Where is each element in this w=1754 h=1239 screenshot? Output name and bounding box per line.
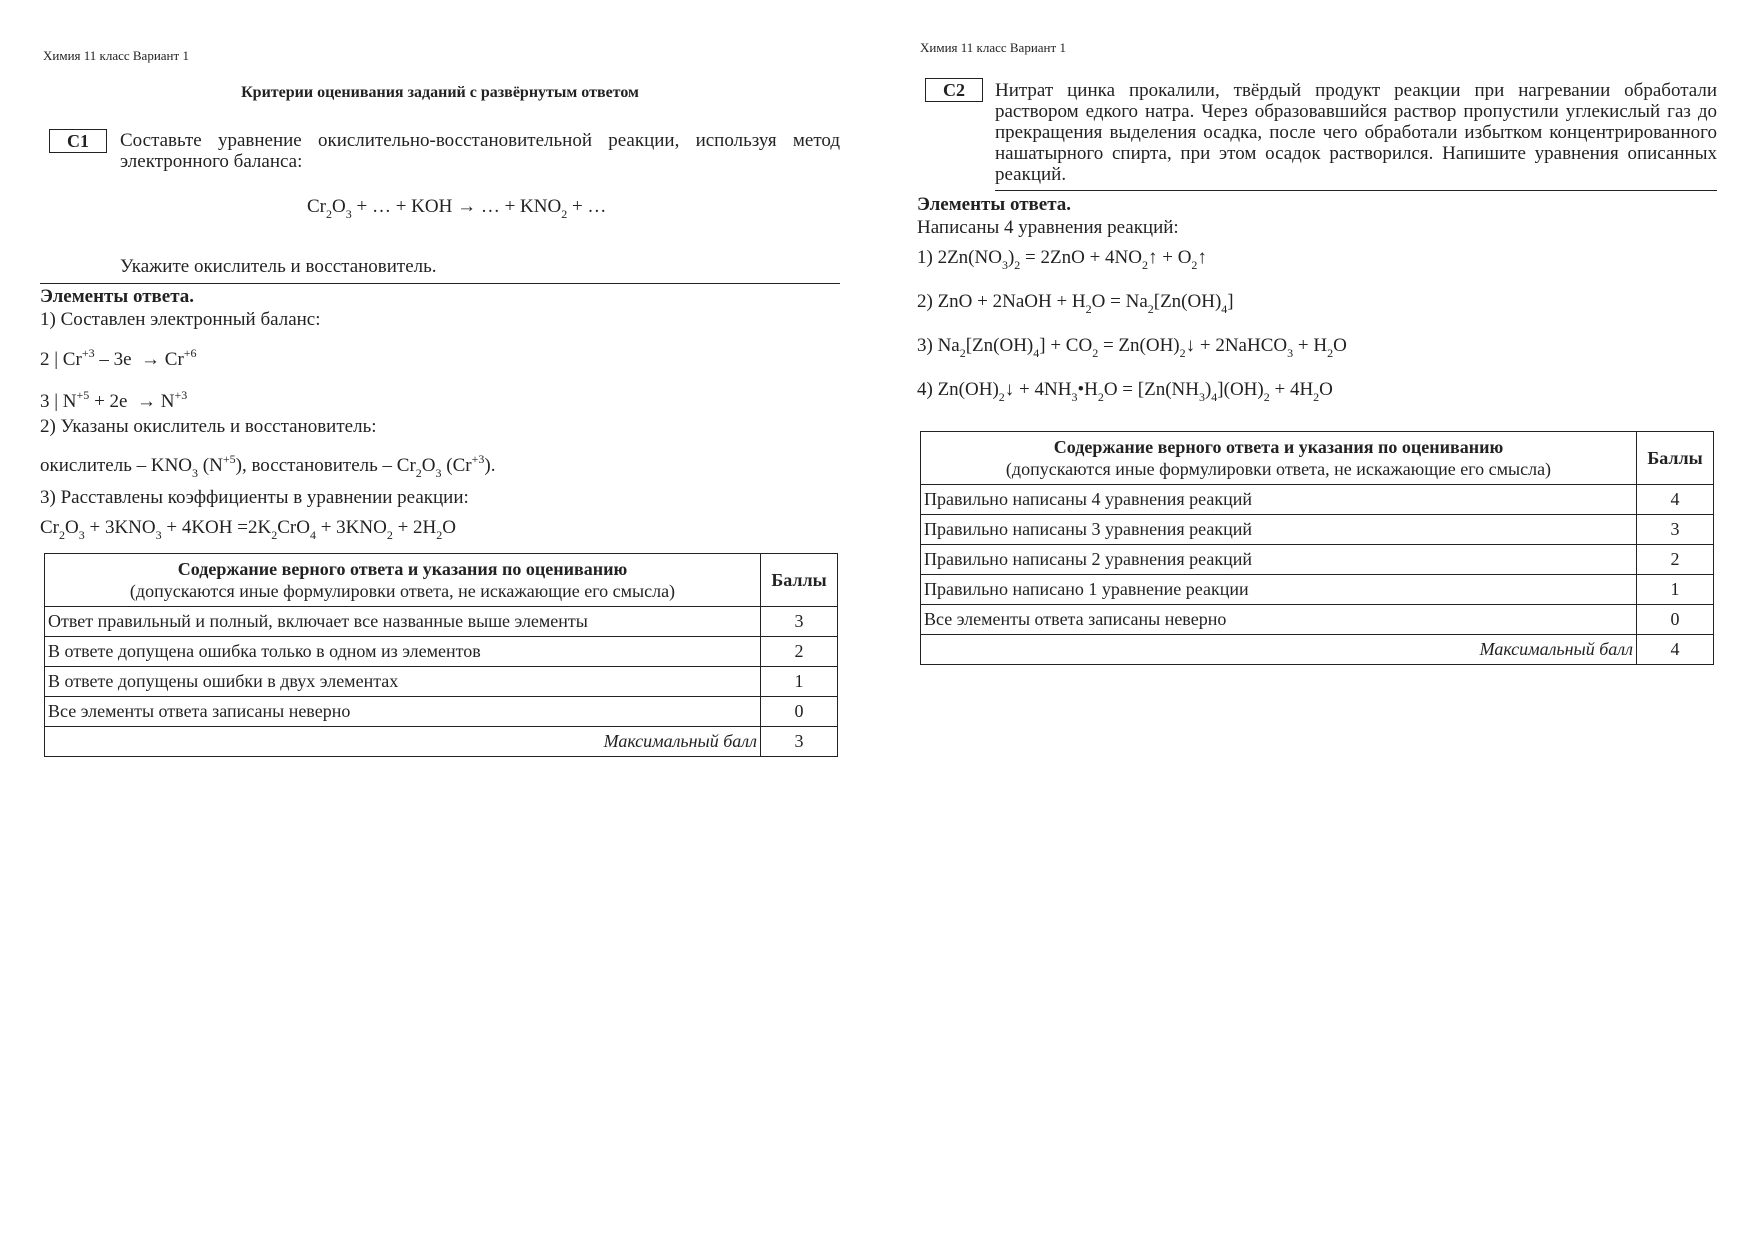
content-header: Содержание верного ответа и указания по оцениванию (допускаются иные формулировки ответа, не искажающие его смысла) bbox=[45, 554, 761, 607]
row-text: Все элементы ответа записаны неверно bbox=[921, 605, 1637, 635]
row-score: 0 bbox=[761, 697, 838, 727]
table-row bbox=[921, 575, 1714, 605]
ox-red-line: окислитель – $KNO_3$ $(N^{+5})$, восстановитель – $Cr_2O_3$ $(Cr^{+3})$. bbox=[40, 452, 496, 480]
elements-heading: Элементы ответа. bbox=[40, 286, 195, 307]
row-text: Все элементы ответа записаны неверно bbox=[45, 697, 761, 727]
row-text: Правильно написаны 4 уравнения реакций bbox=[921, 485, 1637, 515]
intro-line: Написаны 4 уравнения реакций: bbox=[917, 217, 1179, 238]
step-2: 2) Указаны окислитель и восстановитель: bbox=[40, 416, 377, 437]
row-score: 0 bbox=[1637, 605, 1714, 635]
row-score: 2 bbox=[1637, 545, 1714, 575]
row-score: 4 bbox=[1637, 485, 1714, 515]
score-header: Баллы bbox=[761, 554, 838, 607]
table-header-row bbox=[45, 554, 838, 607]
table-row bbox=[921, 545, 1714, 575]
task-text: Нитрат цинка прокалили, твёрдый продукт реакции при нагревании обработали раствором едкого натра. Через образовавшийся раствор пропустили углекислый газ до прекращения выделения осадка, после чего обработали избытком концентрированного нашатырного спирта, при этом осадок растворился. Напишите уравнения описанных реакций. bbox=[995, 80, 1717, 185]
table-row bbox=[921, 605, 1714, 635]
step-1: 1) Составлен электронный баланс: bbox=[40, 309, 321, 330]
max-score: 4 bbox=[1637, 635, 1714, 665]
divider bbox=[995, 190, 1717, 191]
task-equation: $Cr_2O_3$ + … + KOH → … + $KNO_2$ + … bbox=[307, 196, 607, 221]
balance-line-1: 2 | $Cr^{+3} - 3e \to Cr^{+6}$ bbox=[40, 346, 197, 370]
task-tag-c2: C2 bbox=[925, 78, 983, 102]
row-score: 2 bbox=[761, 637, 838, 667]
equation-2: 2) ZnO + 2NaOH + $H_2O = Na_2[Zn(OH)_4]$ bbox=[917, 291, 1234, 316]
final-equation: $Cr_2O_3 + 3KNO_3 + 4KOH =2K_2CrO_4 + 3KNO_2 + 2H_2O$ bbox=[40, 517, 456, 542]
table-header-row bbox=[921, 432, 1714, 485]
divider bbox=[40, 283, 840, 284]
max-score: 3 bbox=[761, 727, 838, 757]
step-3: 3) Расставлены коэффициенты в уравнении реакции: bbox=[40, 487, 469, 508]
score-header: Баллы bbox=[1637, 432, 1714, 485]
max-label: Максимальный балл bbox=[45, 727, 761, 757]
row-text: В ответе допущена ошибка только в одном из элементов bbox=[45, 637, 761, 667]
row-score: 1 bbox=[1637, 575, 1714, 605]
elements-heading: Элементы ответа. bbox=[917, 194, 1072, 215]
page-header: Химия 11 класс Вариант 1 bbox=[43, 48, 189, 63]
row-text: Правильно написаны 3 уравнения реакций bbox=[921, 515, 1637, 545]
instruction: Укажите окислитель и восстановитель. bbox=[120, 256, 437, 277]
table-row bbox=[45, 607, 838, 637]
row-score: 1 bbox=[761, 667, 838, 697]
table-max-row bbox=[921, 635, 1714, 665]
row-score: 3 bbox=[1637, 515, 1714, 545]
table-row bbox=[45, 667, 838, 697]
balance-line-2: 3 | $N^{+5} + 2e \to N^{+3}$ bbox=[40, 388, 188, 412]
equation-4: 4) $Zn(OH)_2↓$ + $4NH_3•H_2O = [Zn(NH_3)_4](OH)_2 + 4H_2O$ bbox=[917, 379, 1333, 404]
table-row bbox=[45, 637, 838, 667]
table-row bbox=[921, 515, 1714, 545]
page-title: Критерии оценивания заданий с развёрнутым ответом bbox=[241, 84, 639, 101]
table-max-row bbox=[45, 727, 838, 757]
row-text: Ответ правильный и полный, включает все названные выше элементы bbox=[45, 607, 761, 637]
grading-table-c1 bbox=[44, 553, 838, 757]
equation-1: 1) $2Zn(NO_3)_2 = 2ZnO$ + $4NO_2↑$ + $O_2↑$ bbox=[917, 247, 1207, 272]
max-label: Максимальный балл bbox=[921, 635, 1637, 665]
row-text: Правильно написано 1 уравнение реакции bbox=[921, 575, 1637, 605]
page-header: Химия 11 класс Вариант 1 bbox=[920, 40, 1066, 55]
row-text: В ответе допущены ошибки в двух элементах bbox=[45, 667, 761, 697]
content-header: Содержание верного ответа и указания по оцениванию (допускаются иные формулировки ответа, не искажающие его смысла) bbox=[921, 432, 1637, 485]
table-row bbox=[45, 697, 838, 727]
table-row bbox=[921, 485, 1714, 515]
row-score: 3 bbox=[761, 607, 838, 637]
row-text: Правильно написаны 2 уравнения реакций bbox=[921, 545, 1637, 575]
grading-table-c2 bbox=[920, 431, 1714, 665]
equation-3: 3) $Na_2[Zn(OH)_4] + CO_2$ = $Zn(OH)_2↓$ + 2NaHCO$_3$ + $H_2O$ bbox=[917, 335, 1347, 360]
task-text: Составьте уравнение окислительно-восстановительной реакции, используя метод электронного баланса: bbox=[120, 130, 840, 172]
task-tag-c1: C1 bbox=[49, 129, 107, 153]
